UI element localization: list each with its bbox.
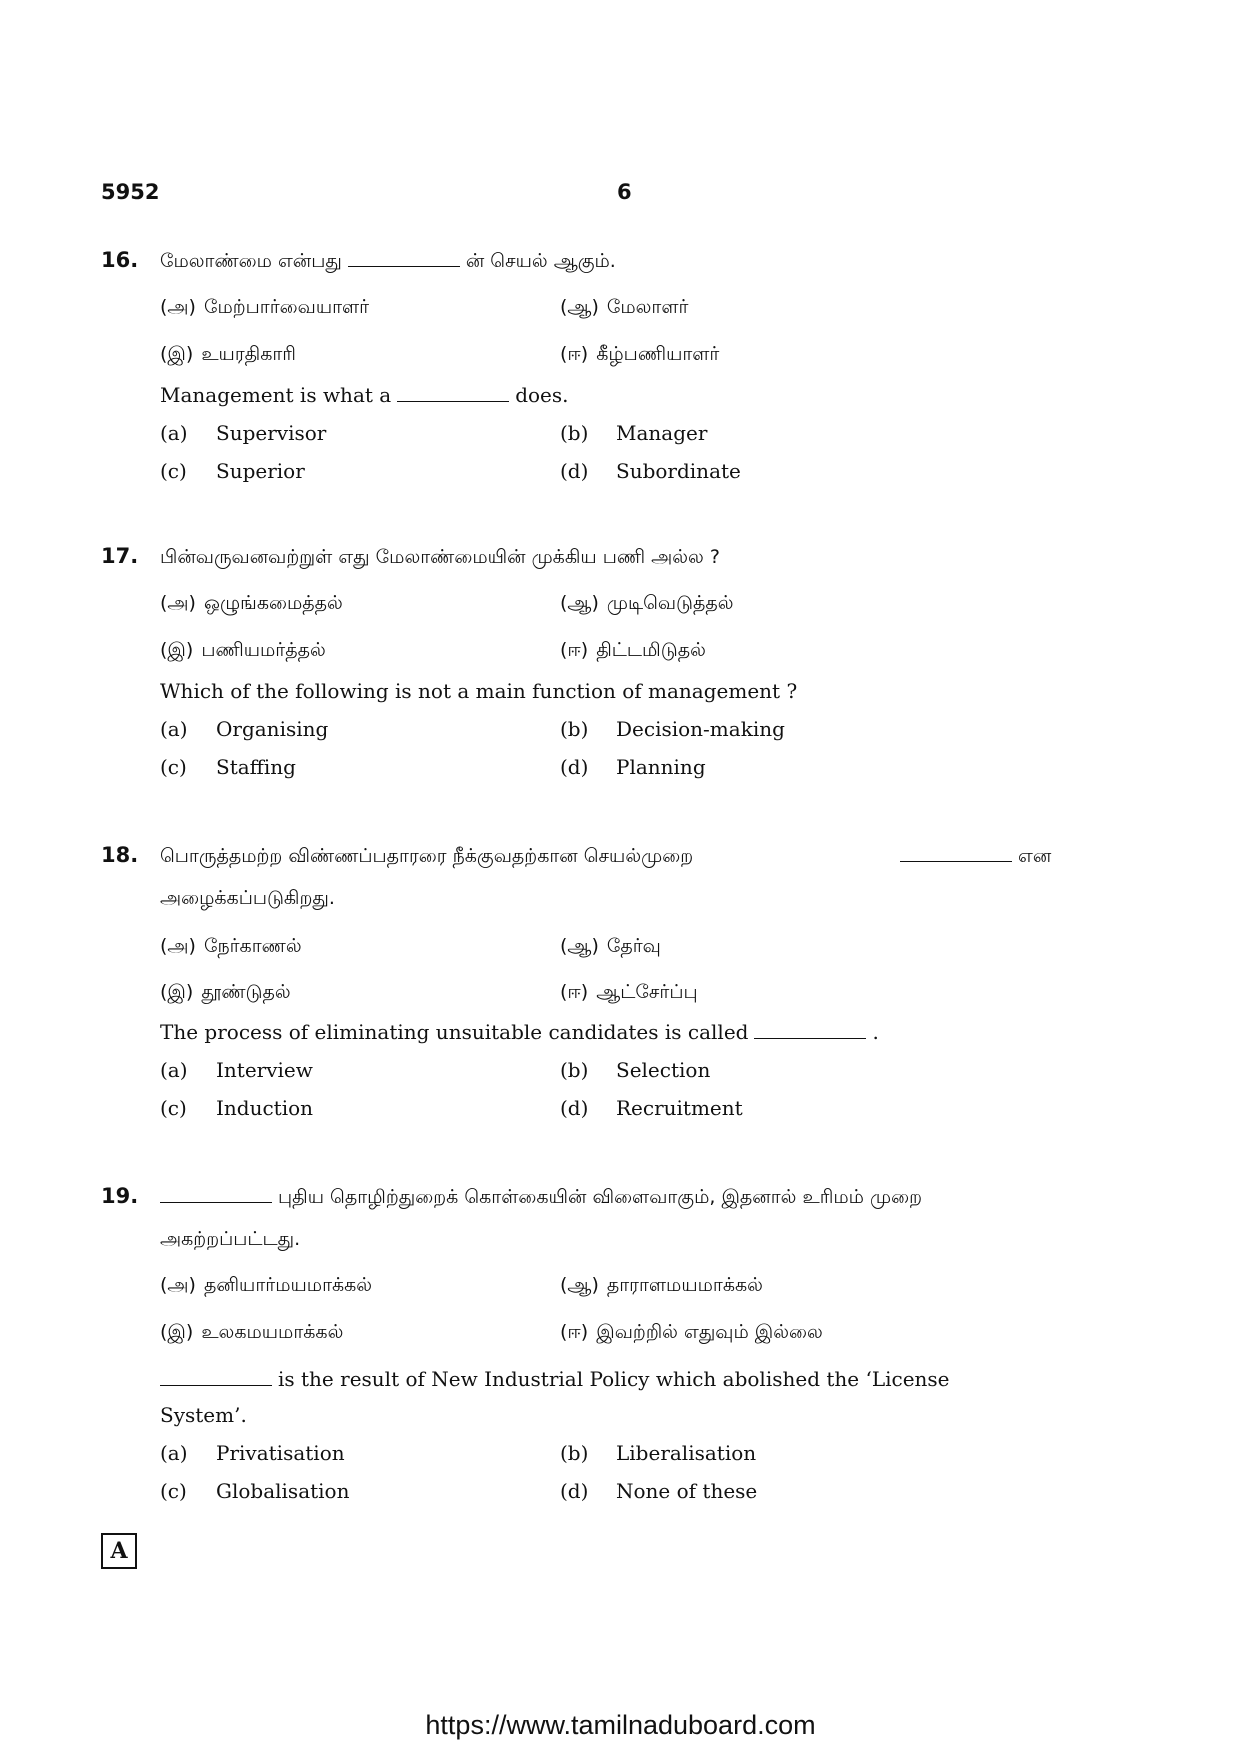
set-code-box: A	[101, 1533, 137, 1569]
tamil-option-a: (அ) தனியார்மயமாக்கல்	[160, 1274, 373, 1296]
question-tamil-line1: பொருத்தமற்ற விண்ணப்பதாரரை நீக்குவதற்கான செயல்முறை என	[160, 845, 1052, 867]
question-tamil-line2: அகற்றப்பட்டது.	[160, 1228, 301, 1250]
tamil-option-c: (இ) உயரதிகாரி	[160, 343, 296, 365]
tamil-option-b: (ஆ) முடிவெடுத்தல்	[560, 592, 734, 614]
question-tamil: மேலாண்மை என்பது ன் செயல் ஆகும்.	[160, 250, 616, 272]
question-tamil: பின்வருவனவற்றுள் எது மேலாண்மையின் முக்கிய பணி அல்ல ?	[160, 546, 720, 568]
paper-code: 5952	[101, 180, 160, 204]
tamil-option-b: (ஆ) தேர்வு	[560, 935, 661, 957]
option-b: (b) Manager	[560, 421, 708, 445]
option-d: (d) Subordinate	[560, 459, 741, 483]
option-b: (b) Liberalisation	[560, 1441, 757, 1465]
footer-url[interactable]: https://www.tamilnaduboard.com	[425, 1710, 816, 1740]
tamil-option-b: (ஆ) தாராளமயமாக்கல்	[560, 1274, 763, 1296]
question-english: The process of eliminating unsuitable candidates is called .	[160, 1020, 879, 1044]
tamil-option-c: (இ) தூண்டுதல்	[160, 981, 291, 1003]
option-d: (d) Recruitment	[560, 1096, 743, 1120]
option-a: (a) Interview	[160, 1058, 313, 1082]
option-d: (d) Planning	[560, 755, 706, 779]
question-english-line2: System’.	[160, 1403, 247, 1427]
tamil-option-a: (அ) மேற்பார்வையாளர்	[160, 296, 370, 318]
question-number: 18.	[101, 843, 139, 867]
tamil-option-c: (இ) பணியமர்த்தல்	[160, 639, 326, 661]
option-b: (b) Selection	[560, 1058, 711, 1082]
question-number: 17.	[101, 544, 139, 568]
question-number: 16.	[101, 248, 139, 272]
question-number: 19.	[101, 1184, 139, 1208]
tamil-option-c: (இ) உலகமயமாக்கல்	[160, 1321, 344, 1343]
tamil-option-d: (ஈ) திட்டமிடுதல்	[560, 639, 706, 661]
tamil-option-d: (ஈ) கீழ்பணியாளர்	[560, 343, 720, 365]
option-d: (d) None of these	[560, 1479, 758, 1503]
question-english: Management is what a does.	[160, 383, 569, 407]
tamil-option-d: (ஈ) ஆட்சேர்ப்பு	[560, 981, 698, 1003]
question-tamil-line2: அழைக்கப்படுகிறது.	[160, 887, 335, 909]
tamil-option-d: (ஈ) இவற்றில் எதுவும் இல்லை	[560, 1321, 823, 1343]
option-a: (a) Privatisation	[160, 1441, 345, 1465]
tamil-option-a: (அ) ஒழுங்கமைத்தல்	[160, 592, 343, 614]
question-tamil-line1: புதிய தொழிற்துறைக் கொள்கையின் விளைவாகும், இதனால் உரிமம் முறை	[160, 1184, 922, 1210]
option-a: (a) Supervisor	[160, 421, 327, 445]
option-c: (c) Globalisation	[160, 1479, 350, 1503]
option-b: (b) Decision-making	[560, 717, 785, 741]
question-english-line1: is the result of New Industrial Policy which abolished the ‘License	[160, 1366, 950, 1392]
option-c: (c) Staffing	[160, 755, 296, 779]
tamil-option-b: (ஆ) மேலாளர்	[560, 296, 689, 318]
question-english: Which of the following is not a main function of management ?	[160, 679, 798, 703]
page-number: 6	[617, 180, 632, 204]
option-a: (a) Organising	[160, 717, 329, 741]
tamil-option-a: (அ) நேர்காணல்	[160, 935, 302, 957]
option-c: (c) Induction	[160, 1096, 314, 1120]
option-c: (c) Superior	[160, 459, 305, 483]
